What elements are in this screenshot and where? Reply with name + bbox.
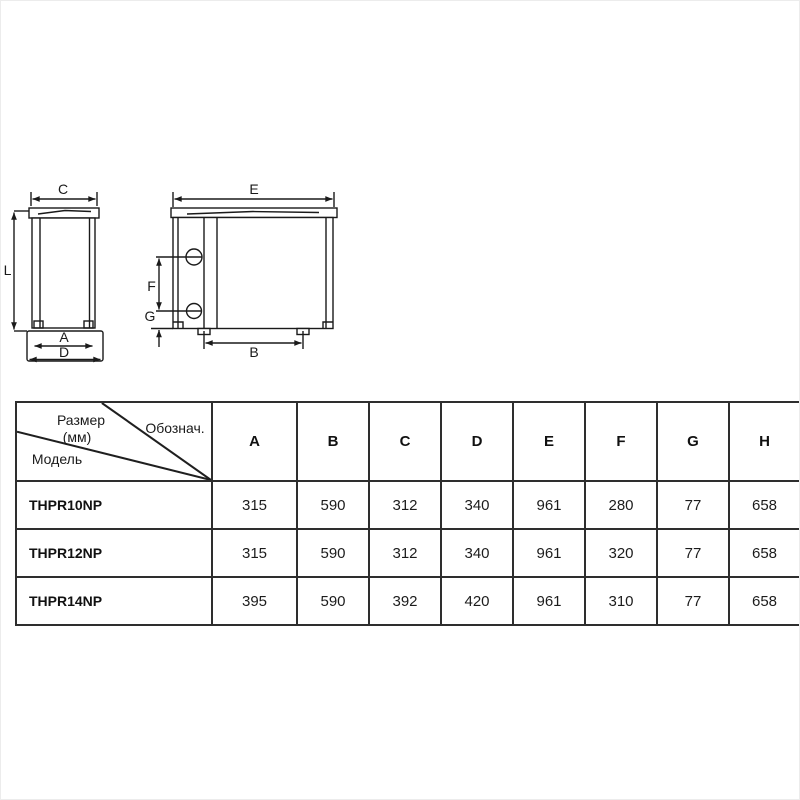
dim-value: 77 <box>657 529 729 577</box>
table-corner-cell <box>16 402 212 481</box>
dim-value: 961 <box>513 577 585 625</box>
dim-value: 77 <box>657 577 729 625</box>
side-top-cap <box>29 208 99 218</box>
front-view-drawing <box>145 181 337 360</box>
dim-label-e: E <box>249 181 259 197</box>
corner-size-label: Размер <box>56 412 106 428</box>
dim-value: 961 <box>513 529 585 577</box>
diagonal-line-upper <box>102 403 211 480</box>
dim-value: 312 <box>369 481 441 529</box>
dim-value: 77 <box>657 481 729 529</box>
dim-value: 340 <box>441 529 513 577</box>
dim-value: 658 <box>729 481 800 529</box>
dim-value: 658 <box>729 577 800 625</box>
dim-value: 315 <box>212 481 297 529</box>
dim-value: 961 <box>513 481 585 529</box>
dim-value: 320 <box>585 529 657 577</box>
dim-value: 420 <box>441 577 513 625</box>
column-header-a: A <box>212 402 297 481</box>
dimensions-table <box>15 401 800 626</box>
model-name: THPR14NP <box>16 577 212 625</box>
dim-label-f: F <box>147 278 156 294</box>
dim-label-b: B <box>249 344 259 360</box>
table-row <box>16 577 800 625</box>
side-view-drawing <box>4 181 103 361</box>
corner-designation-label: Обознач. <box>145 420 205 436</box>
dim-value: 315 <box>212 529 297 577</box>
dimension-drawings <box>1 171 401 386</box>
dim-value: 590 <box>297 577 369 625</box>
dim-value: 590 <box>297 529 369 577</box>
dim-value: 310 <box>585 577 657 625</box>
column-header-b: B <box>297 402 369 481</box>
table-row <box>16 481 800 529</box>
dim-label-g: G <box>144 308 156 324</box>
column-header-g: G <box>657 402 729 481</box>
dim-value: 392 <box>369 577 441 625</box>
column-header-d: D <box>441 402 513 481</box>
corner-model-label: Модель <box>31 451 83 467</box>
dim-value: 312 <box>369 529 441 577</box>
dim-value: 590 <box>297 481 369 529</box>
table-header-row <box>16 402 800 481</box>
column-header-c: C <box>369 402 441 481</box>
model-name: THPR12NP <box>16 529 212 577</box>
column-header-e: E <box>513 402 585 481</box>
table-row <box>16 529 800 577</box>
dim-label-a: A <box>59 329 69 345</box>
side-body <box>32 218 95 328</box>
dim-label-d: D <box>58 344 70 360</box>
corner-diagonals <box>17 403 211 480</box>
dim-value: 340 <box>441 481 513 529</box>
column-header-h: H <box>729 402 800 481</box>
model-name: THPR10NP <box>16 481 212 529</box>
corner-size-unit: (мм) <box>62 429 92 445</box>
column-header-f: F <box>585 402 657 481</box>
dim-value: 658 <box>729 529 800 577</box>
dim-value: 280 <box>585 481 657 529</box>
dim-label-c: C <box>57 181 69 197</box>
dim-label-l: L <box>3 262 12 278</box>
dim-value: 395 <box>212 577 297 625</box>
